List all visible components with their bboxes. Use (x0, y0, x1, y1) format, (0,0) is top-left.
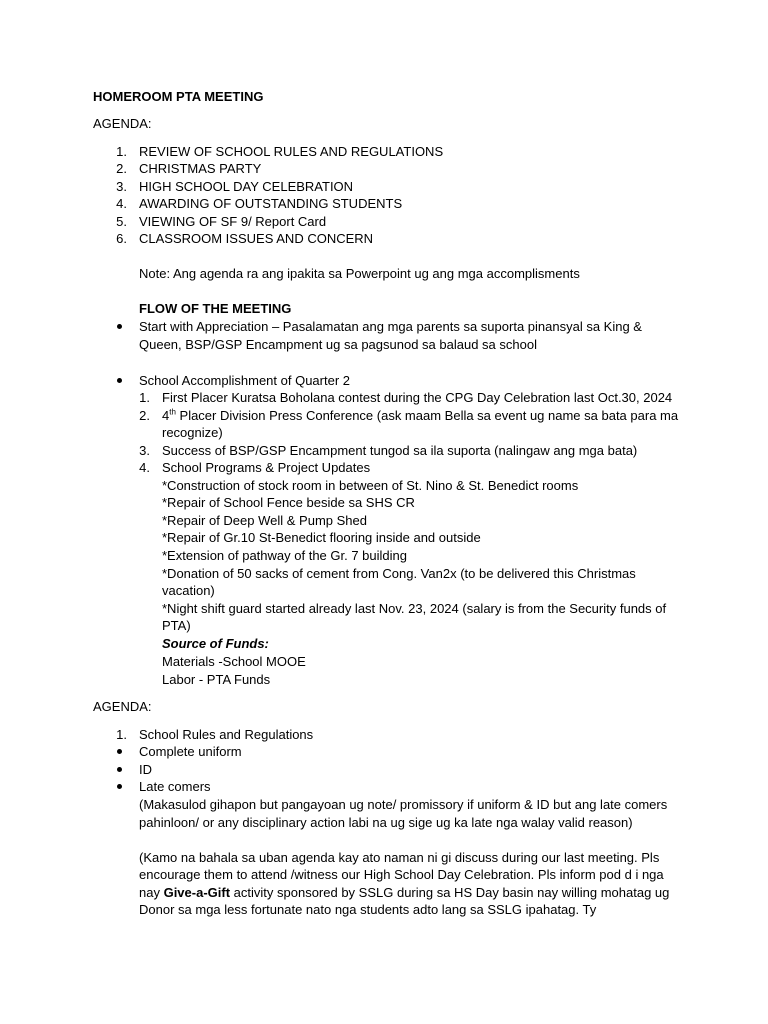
update-line: *Night shift guard started already last Nov. 23, 2024 (salary is from the Security funds of (162, 601, 667, 616)
update-line: *Repair of Deep Well & Pump Shed (162, 513, 367, 528)
agenda-label: AGENDA: (93, 699, 152, 714)
closing-note: (Kamo na bahala sa uban agenda kay ato naman ni gi discuss during our last meeting. Pls (139, 850, 660, 865)
give-a-gift-emphasis: Give-a-Gift (163, 885, 231, 900)
accomplishment-item: Success of BSP/GSP Encampment tungod sa ila suporta (nalingaw ang mga bata) (162, 443, 638, 458)
update-line: vacation) (162, 583, 215, 598)
accomplishment-item: School Programs & Project Updates (162, 460, 371, 475)
closing-text: nay (139, 885, 164, 900)
document-title: HOMEROOM PTA MEETING (93, 89, 264, 104)
bullet-marker (117, 324, 122, 329)
closing-text: activity sponsored by SSLG during sa HS Day basin nay willing mohatag ug (230, 885, 670, 900)
agenda-item: REVIEW OF SCHOOL RULES AND REGULATIONS (139, 144, 444, 159)
agenda-item: VIEWING OF SF 9/ Report Card (139, 214, 327, 229)
agenda-item: CHRISTMAS PARTY (139, 161, 262, 176)
bullet-marker (117, 749, 122, 754)
rule-item: Late comers (139, 779, 211, 794)
update-line: *Construction of stock room in between of St. Nino & St. Benedict rooms (162, 478, 579, 493)
source-materials: Materials -School MOOE (162, 654, 306, 669)
accomplishment-heading: School Accomplishment of Quarter 2 (139, 373, 350, 388)
update-line: *Repair of Gr.10 St-Benedict flooring inside and outside (162, 530, 481, 545)
accomplishment-item-continued: recognize) (162, 425, 223, 440)
agenda-label: AGENDA: (93, 116, 152, 131)
accomplishment-text: Placer Division Press Conference (ask maam Bella sa event ug name sa bata para ma (175, 408, 679, 423)
bullet-marker (117, 784, 122, 789)
list-number: 1. (116, 727, 127, 742)
ordinal-number: 4 (162, 408, 170, 423)
closing-note: Donor sa mga less fortunate nato nga students adto lang sa SSLG ipahatag. Ty (139, 902, 597, 917)
rules-heading: School Rules and Regulations (139, 727, 314, 742)
list-number: 1. (116, 144, 127, 159)
bullet-marker (117, 378, 122, 383)
update-line: *Extension of pathway of the Gr. 7 building (162, 548, 407, 563)
list-number: 3. (116, 179, 127, 194)
agenda-note: Note: Ang agenda ra ang ipakita sa Powerpoint ug ang mga accomplisments (139, 266, 580, 281)
list-number: 4. (116, 196, 127, 211)
list-number: 5. (116, 214, 127, 229)
source-labor: Labor - PTA Funds (162, 672, 271, 687)
accomplishment-item (162, 407, 678, 425)
list-number: 2. (139, 408, 150, 423)
late-comers-note: pahinloon/ or any disciplinary action labi na ug sige ug ka late nga walay valid reason) (139, 815, 633, 830)
list-number: 6. (116, 231, 127, 246)
list-number: 3. (139, 443, 150, 458)
closing-note (139, 884, 669, 902)
list-number: 4. (139, 460, 150, 475)
flow-heading: FLOW OF THE MEETING (139, 301, 292, 316)
late-comers-note: (Makasulod gihapon but pangayoan ug note/ promissory if uniform & ID but ang late comers (139, 797, 668, 812)
closing-note: encourage them to attend /witness our High School Day Celebration. Pls inform pod d i nga (139, 867, 664, 882)
list-number: 1. (139, 390, 150, 405)
appreciation-line-1: Start with Appreciation – Pasalamatan ang mga parents sa suporta pinansyal sa King & (139, 319, 642, 334)
rule-item: Complete uniform (139, 744, 242, 759)
ordinal-suffix: th (169, 407, 176, 417)
update-line: *Donation of 50 sacks of cement from Cong. Van2x (to be delivered this Christmas (162, 566, 636, 581)
appreciation-line-2: Queen, BSP/GSP Encampment ug sa pagsunod sa balaud sa school (139, 337, 537, 352)
agenda-item: AWARDING OF OUTSTANDING STUDENTS (139, 196, 403, 211)
accomplishment-item: First Placer Kuratsa Boholana contest during the CPG Day Celebration last Oct.30, 2024 (162, 390, 673, 405)
list-number: 2. (116, 161, 127, 176)
source-of-funds-heading: Source of Funds: (162, 636, 269, 651)
agenda-item: CLASSROOM ISSUES AND CONCERN (139, 231, 374, 246)
agenda-item: HIGH SCHOOL DAY CELEBRATION (139, 179, 354, 194)
update-line: PTA) (162, 618, 191, 633)
bullet-marker (117, 767, 122, 772)
rule-item: ID (139, 762, 152, 777)
update-line: *Repair of School Fence beside sa SHS CR (162, 495, 415, 510)
